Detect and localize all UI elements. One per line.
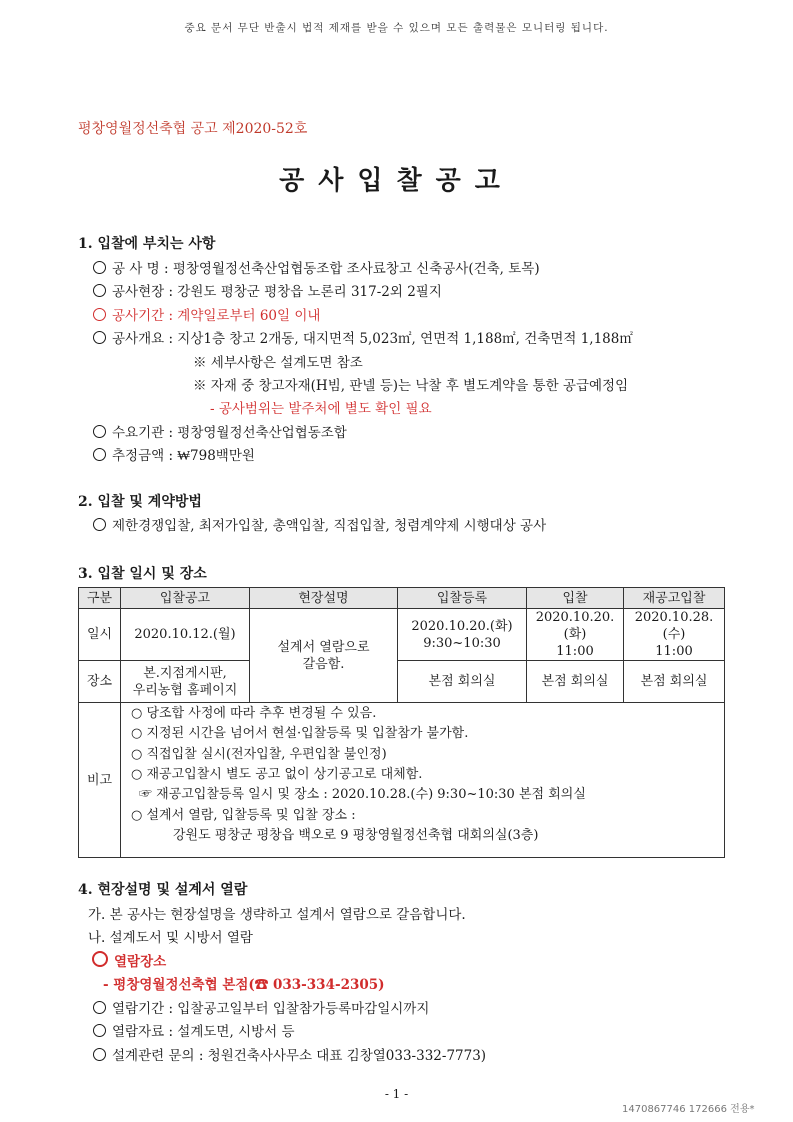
circle-bullet-icon [93,518,106,531]
table-row [79,703,725,858]
row-label-remarks: 비고 [79,703,121,858]
bid-method: 제한경쟁입찰, 최저가입찰, 총액입찰, 직접입찰, 청렴계약제 시행대상 공사 [93,514,546,534]
remark-line: ○ 재공고입찰시 별도 공고 없이 상기공고로 대체함. [131,766,423,782]
viewing-place-label: 열람장소 [92,950,166,970]
viewing-place: - 평창영월정선축협 본점(☎ 033-334-2305) [103,977,385,993]
circle-bullet-icon [93,448,106,461]
design-contact: 설계관련 문의 : 청원건축사사무소 대표 김창열033-332-7773) [93,1044,486,1064]
remark-line: 강원도 평창군 평창읍 백오로 9 평창영월정선축협 대회의실(3층) [173,827,539,843]
circle-bullet-icon [93,331,106,344]
col-header: 입찰공고 [121,588,250,609]
remark-line: ○ 설계서 열람, 입찰등록 및 입찰 장소 : [131,807,356,823]
circle-bullet-icon [93,1024,106,1037]
remark-line: ○ 지정된 시간을 넘어서 현설·입찰등록 및 입찰참가 불가함. [131,725,469,741]
registration-date: 2020.10.20.(화) 9:30~10:30 [398,609,527,661]
table-header-row [79,588,725,609]
notice-number: 평창영월정선축협 공고 제2020-52호 [78,121,308,137]
circle-bullet-icon [93,1048,106,1061]
estimated-amount: 추정금액 : ₩798백만원 [93,444,255,464]
schedule-table [78,587,725,858]
row-label-time: 일시 [79,609,121,661]
footer-stamp: 1470867746 172666 전용* [622,1104,755,1115]
overview-note-3: - 공사범위는 발주처에 별도 확인 필요 [210,401,432,417]
page-title: 공사입찰공고 [279,166,514,196]
table-row [79,661,725,703]
remarks-cell [121,703,725,858]
bid-date: 2020.10.20.(화) 11:00 [527,609,624,661]
circle-bullet-icon [93,1001,106,1014]
table-row [79,609,725,661]
circle-bullet-icon [92,951,108,967]
section-2-heading: 2. 입찰 및 계약방법 [78,494,202,510]
registration-place: 본점 회의실 [398,661,527,703]
clause-b: 나. 설계도서 및 시방서 열람 [88,930,253,946]
section-3-heading: 3. 입찰 일시 및 장소 [78,566,207,582]
circle-bullet-icon [93,425,106,438]
remark-line: ☞ 재공고입찰등록 일시 및 장소 : 2020.10.28.(수) 9:30~10:30 본점 회의실 [139,786,586,802]
col-header: 입찰 [527,588,624,609]
project-site: 공사현장 : 강원도 평창군 평창읍 노론리 317-2외 2필지 [93,280,442,300]
project-period: 공사기간 : 계약일로부터 60일 이내 [93,304,320,324]
overview-note-1: ※ 세부사항은 설계도면 참조 [193,355,363,371]
viewing-materials: 열람자료 : 설계도면, 시방서 등 [93,1020,295,1040]
remark-line: ○ 직접입찰 실시(전자입찰, 우편입찰 불인정) [131,746,387,762]
viewing-period: 열람기간 : 입찰공고일부터 입찰참가등록마감일시까지 [93,997,429,1017]
row-label-place: 장소 [79,661,121,703]
clause-a: 가. 본 공사는 현장설명을 생략하고 설계서 열람으로 갈음합니다. [88,907,466,923]
section-4-heading: 4. 현장설명 및 설계서 열람 [78,882,248,898]
col-header: 입찰등록 [398,588,527,609]
bid-place: 본점 회의실 [527,661,624,703]
rebid-place: 본점 회의실 [624,661,725,703]
project-name: 공 사 명 : 평창영월정선축산업협동조합 조사료창고 신축공사(건축, 토목) [93,257,540,277]
circle-bullet-icon [93,284,106,297]
project-overview: 공사개요 : 지상1층 창고 2개동, 대지면적 5,023㎡, 연면적 1,188㎡, 건축면적 1,188㎡ [93,327,633,347]
notice-date: 2020.10.12.(월) [121,609,250,661]
client-org: 수요기관 : 평창영월정선축산업협동조합 [93,421,347,441]
page-number: - 1 - [384,1087,409,1101]
section-1-heading: 1. 입찰에 부치는 사항 [78,236,216,252]
overview-note-2: ※ 자재 중 창고자재(H빔, 판넬 등)는 낙찰 후 별도계약을 통한 공급예정임 [193,378,629,394]
notice-place: 본.지점게시판, 우리농협 홈페이지 [121,661,250,703]
col-header: 현장설명 [250,588,398,609]
remark-line: ○ 당조합 사정에 따라 추후 변경될 수 있음. [131,705,377,721]
col-header: 재공고입찰 [624,588,725,609]
rebid-date: 2020.10.28.(수) 11:00 [624,609,725,661]
confidential-warning: 중요 문서 무단 반출시 법적 제재를 받을 수 있으며 모든 출력물은 모니터링 됩니다. [184,22,609,34]
circle-bullet-icon [93,308,106,321]
col-header: 구분 [79,588,121,609]
site-description: 설계서 열람으로 갈음함. [250,609,398,703]
circle-bullet-icon [93,261,106,274]
